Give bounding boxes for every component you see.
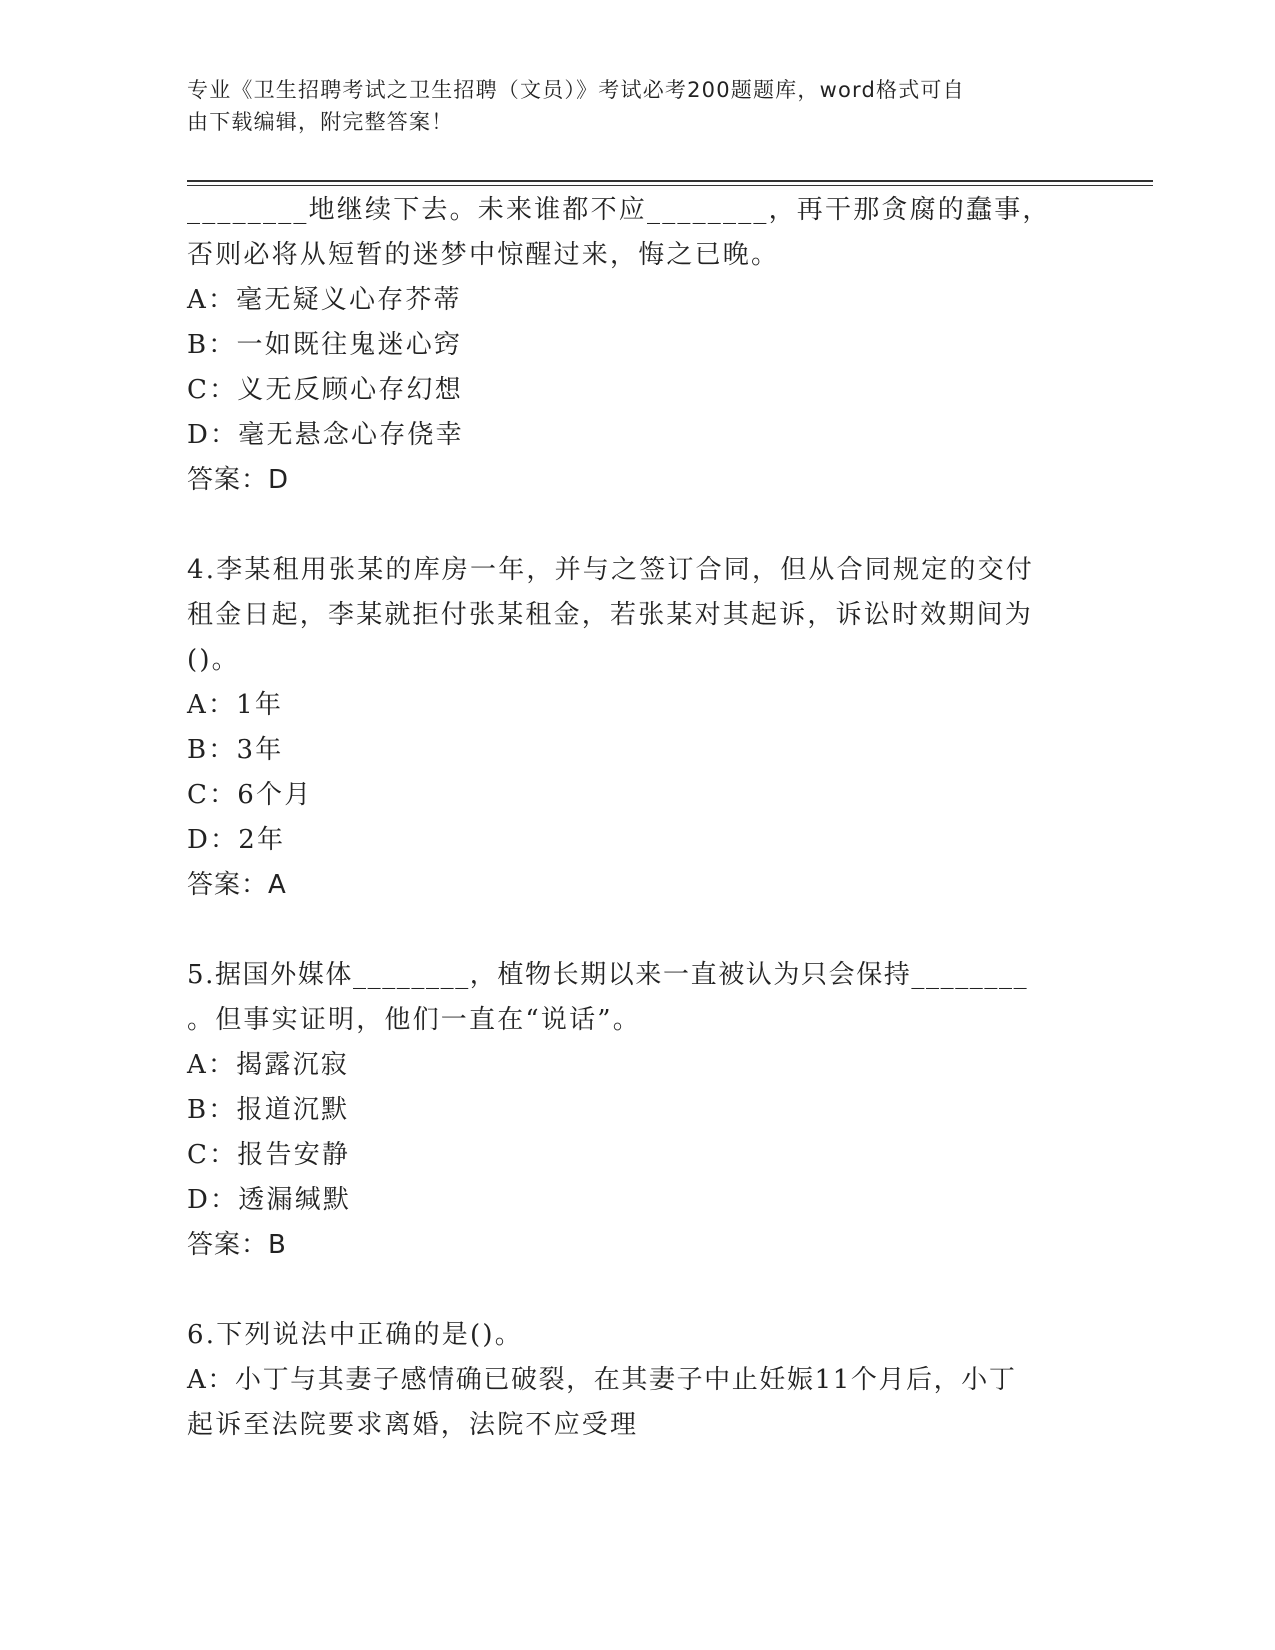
question-5 (187, 953, 1067, 1268)
option-a: A：揭露沉寂 (187, 1050, 349, 1080)
spacer (187, 503, 1067, 548)
option-a: A：1年 (187, 690, 284, 720)
question-text-line: 租金日起，李某就拒付张某租金，若张某对其起诉，诉讼时效期间为 (187, 600, 1034, 630)
option-b: B：3年 (187, 735, 284, 765)
question-text-line: 5.据国外媒体________，植物长期以来一直被认为只会保持________ (187, 960, 1029, 990)
spacer (187, 908, 1067, 953)
option-d: D：毫无悬念心存侥幸 (187, 420, 464, 450)
question-list (187, 188, 1067, 1448)
option-c: C：义无反顾心存幻想 (187, 375, 463, 405)
question-text-line: 。但事实证明，他们一直在“说话”。 (187, 1005, 641, 1035)
header-line-2: 由下载编辑，附完整答案！ (187, 110, 454, 134)
option-c: C：6个月 (187, 780, 313, 810)
header-line-1: 专业《卫生招聘考试之卫生招聘（文员）》考试必考200题题库，word格式可自 (187, 78, 965, 102)
question-text-line: ()。 (187, 645, 240, 675)
option-c: C：报告安静 (187, 1140, 351, 1170)
question-text-line: 4.李某租用张某的库房一年，并与之签订合同，但从合同规定的交付 (187, 555, 1035, 585)
option-a-continued: 起诉至法院要求离婚，法院不应受理 (187, 1410, 639, 1440)
spacer (187, 1268, 1067, 1313)
header-divider-thin (187, 185, 1153, 186)
header-divider-thick (187, 180, 1153, 182)
answer: 答案：B (187, 1230, 287, 1260)
question-6 (187, 1313, 1067, 1448)
question-text-line: 否则必将从短暂的迷梦中惊醒过来，悔之已晚。 (187, 240, 780, 270)
question-4 (187, 548, 1067, 908)
option-d: D：透漏缄默 (187, 1185, 352, 1215)
option-b: B：一如既往鬼迷心窍 (187, 330, 463, 360)
option-d: D：2年 (187, 825, 286, 855)
question-text-line: 6.下列说法中正确的是()。 (187, 1320, 523, 1350)
document-header (187, 74, 1067, 138)
option-a: A：小丁与其妻子感情确已破裂，在其妻子中止妊娠11个月后，小丁 (187, 1365, 1017, 1395)
option-b: B：报道沉默 (187, 1095, 350, 1125)
answer: 答案：A (187, 870, 287, 900)
answer: 答案：D (187, 465, 290, 495)
question-text-line: ________地继续下去。未来谁都不应________，再干那贪腐的蠢事， (187, 195, 1051, 225)
question-3 (187, 188, 1067, 503)
option-a: A：毫无疑义心存芥蒂 (187, 285, 462, 315)
